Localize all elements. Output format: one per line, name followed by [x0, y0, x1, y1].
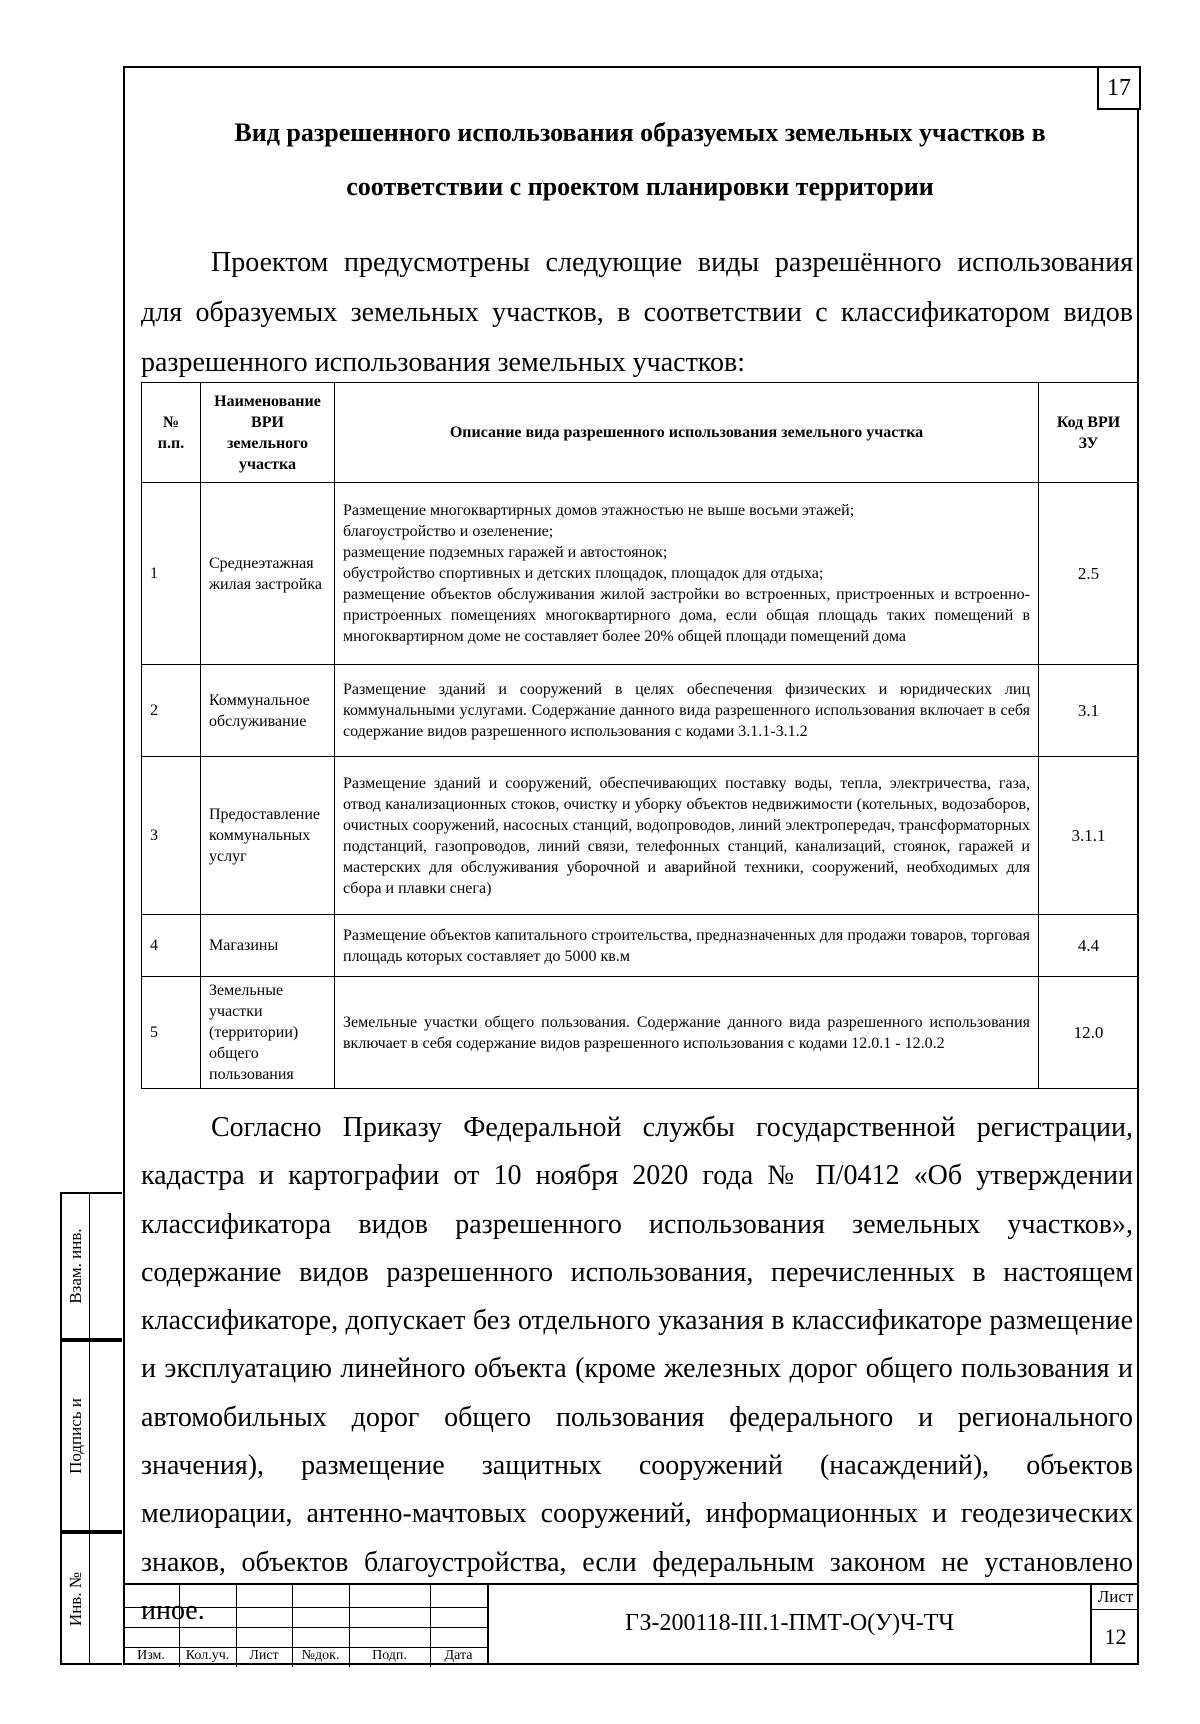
row-code: 2.5 — [1039, 483, 1139, 665]
sheet-number: 12 — [1104, 1624, 1127, 1649]
row-name: Среднеэтажная жилая застройка — [201, 483, 335, 665]
side-stamp-podpis — [60, 1340, 122, 1532]
vri-table — [141, 382, 1139, 1089]
intro-text: Проектом предусмотрены следующие виды разрешённого использования для образуемых земельных участков, в соответствии с классификатором видов разрешенного использования земельных участков: — [141, 247, 1133, 378]
row-name: Коммунальное обслуживание — [201, 665, 335, 757]
desc-line: обустройство спортивных и детских площадок, площадок для отдыха; — [343, 565, 824, 582]
document-code: ГЗ-200118-III.1-ПМТ-О(У)Ч-ТЧ — [487, 1583, 1090, 1665]
header-num: № п.п. — [142, 383, 201, 483]
row-num: 4 — [142, 915, 201, 977]
row-desc: Размещение объектов капитального строительства, предназначенных для продажи товаров, торговая площадь которых составляет до 5000 кв.м — [335, 915, 1039, 977]
header-name: Наименование ВРИ земельного участка — [201, 383, 335, 483]
row-num: 2 — [142, 665, 201, 757]
row-desc: Размещение зданий и сооружений в целях обеспечения физических и юридических лиц коммунальными услугами. Содержание данного вида разрешенного использования включает в себя содержание видов разрешенного использования с кодами 3.1.1-3.1.2 — [335, 665, 1039, 757]
table-row — [142, 915, 1139, 977]
sheet-title: Лист — [1092, 1585, 1139, 1610]
side-stamp-vzam — [60, 1192, 122, 1340]
tb-col-list: Лист — [249, 1648, 279, 1663]
row-code: 3.1.1 — [1039, 757, 1139, 915]
desc-line: размещение объектов обслуживания жилой застройки во встроенных, пристроенных и встроенно-пристроенных помещениях многоквартирного дома, если общая площадь таких помещений в многоквартирном доме не составляет более 20% общей площади помещений дома — [343, 586, 1030, 645]
heading-line-2: соответствии с проектом планировки территории — [346, 172, 934, 201]
desc-line: размещение подземных гаражей и автостоянок; — [343, 544, 668, 561]
sheet-box — [1090, 1583, 1139, 1665]
tb-col-podp: Подп. — [372, 1648, 407, 1663]
desc-line: благоустройство и озеленение; — [343, 523, 554, 540]
row-name: Магазины — [201, 915, 335, 977]
table-row — [142, 977, 1139, 1089]
row-desc — [335, 483, 1039, 665]
header-desc: Описание вида разрешенного использования земельного участка — [335, 383, 1039, 483]
table-row — [142, 665, 1139, 757]
table-header-row — [142, 383, 1139, 483]
tb-col-data: Дата — [444, 1648, 473, 1663]
document-heading — [150, 106, 1130, 214]
row-name: Предоставление коммунальных услуг — [201, 757, 335, 915]
regulation-paragraph — [141, 1104, 1133, 1635]
intro-paragraph — [141, 238, 1133, 388]
row-code: 12.0 — [1039, 977, 1139, 1089]
row-num: 1 — [142, 483, 201, 665]
side-label-podpis: Подпись и — [65, 1398, 85, 1474]
tb-col-koluch: Кол.уч. — [185, 1648, 230, 1663]
row-code: 4.4 — [1039, 915, 1139, 977]
heading-line-1: Вид разрешенного использования образуемых земельных участков в — [234, 118, 1046, 147]
row-desc: Земельные участки общего пользования. Содержание данного вида разрешенного использования включает в себя содержание видов разрешенного использования с кодами 12.0.1 - 12.0.2 — [335, 977, 1039, 1089]
title-block-grid — [123, 1583, 487, 1667]
desc-line: Размещение многоквартирных домов этажностью не выше восьми этажей; — [343, 502, 855, 519]
table-row — [142, 483, 1139, 665]
tb-col-ndok: №док. — [301, 1648, 340, 1663]
row-num: 3 — [142, 757, 201, 915]
header-code: Код ВРИ ЗУ — [1039, 383, 1139, 483]
page-number: 17 — [1097, 66, 1141, 110]
row-num: 5 — [142, 977, 201, 1089]
side-stamp-inv — [60, 1532, 122, 1665]
side-label-vzam: Взам. инв. — [65, 1228, 85, 1304]
tb-col-izm: Изм. — [137, 1648, 165, 1663]
row-name: Земельные участки (территории) общего пользования — [201, 977, 335, 1089]
row-code: 3.1 — [1039, 665, 1139, 757]
side-label-inv: Инв. № — [65, 1571, 85, 1626]
table-row — [142, 757, 1139, 915]
row-desc: Размещение зданий и сооружений, обеспечивающих поставку воды, тепла, электричества, газа, отвод канализационных стоков, очистку и уборку объектов недвижимости (котельных, водозаборов, очистных сооружений, насосных станций, водопроводов, линий электропередач, трансформаторных подстанций, газопроводов, линий связи, телефонных станций, канализаций, стоянок, гаражей и мастерских для обслуживания уборочной и аварийной техники, сооружений, необходимых для сбора и плавки снега) — [335, 757, 1039, 915]
regulation-text: Согласно Приказу Федеральной службы государственной регистрации, кадастра и картографии от 10 ноября 2020 года № П/0412 «Об утверждении классификатора видов разрешенного использования земельных участков», содержание видов разрешенного использования, перечисленных в настоящем классификаторе, допускает без отдельного указания в классификаторе размещение и эксплуатацию линейного объекта (кроме железных дорог общего пользования и автомобильных дорог общего пользования федерального и регионального значения), размещение защитных сооружений (насаждений), объектов мелиорации, антенно-мачтовых сооружений, информационных и геодезических знаков, объектов благоустройства, если федеральным законом не установлено иное. — [141, 1112, 1133, 1626]
